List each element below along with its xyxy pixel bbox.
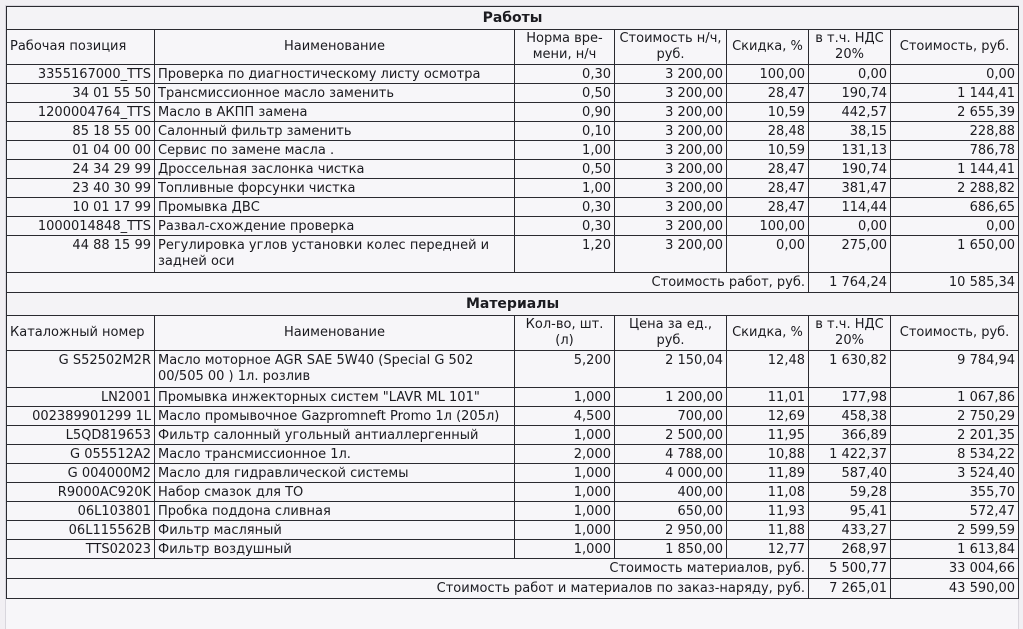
material-row-code: LN2001 bbox=[7, 388, 155, 407]
work-row-name: Проверка по диагностическому листу осмотра bbox=[155, 65, 515, 84]
work-row bbox=[7, 84, 1019, 103]
grand-total-vat: 7 265,01 bbox=[809, 579, 891, 599]
work-row-qty: 1,00 bbox=[515, 179, 615, 198]
work-row-cost: 1 144,41 bbox=[891, 84, 1019, 103]
work-row-code: 1200004764_TTS bbox=[7, 103, 155, 122]
work-row-vat: 275,00 bbox=[809, 236, 891, 273]
material-row bbox=[7, 407, 1019, 426]
work-row-qty: 0,30 bbox=[515, 65, 615, 84]
material-row bbox=[7, 445, 1019, 464]
material-row-cost: 355,70 bbox=[891, 483, 1019, 502]
work-row-cost: 0,00 bbox=[891, 65, 1019, 84]
material-row-price: 4 788,00 bbox=[615, 445, 727, 464]
work-row-name: Развал-схождение проверка bbox=[155, 217, 515, 236]
work-row-vat: 0,00 bbox=[809, 217, 891, 236]
materials-header-cell: в т.ч. НДС 20% bbox=[809, 316, 891, 351]
work-row-cost: 786,78 bbox=[891, 141, 1019, 160]
material-row-price: 2 150,04 bbox=[615, 351, 727, 388]
work-row bbox=[7, 179, 1019, 198]
work-row-vat: 190,74 bbox=[809, 160, 891, 179]
work-row-code: 01 04 00 00 bbox=[7, 141, 155, 160]
material-row-name: Промывка инжекторных систем "LAVR ML 101" bbox=[155, 388, 515, 407]
material-row-name: Масло трансмиссионное 1л. bbox=[155, 445, 515, 464]
material-row-price: 700,00 bbox=[615, 407, 727, 426]
materials-total-row bbox=[7, 559, 1019, 579]
material-row-discount: 12,48 bbox=[727, 351, 809, 388]
work-row-discount: 28,47 bbox=[727, 84, 809, 103]
material-row-discount: 12,69 bbox=[727, 407, 809, 426]
work-row-qty: 0,30 bbox=[515, 217, 615, 236]
material-row-vat: 95,41 bbox=[809, 502, 891, 521]
material-row bbox=[7, 464, 1019, 483]
work-row-code: 85 18 55 00 bbox=[7, 122, 155, 141]
work-row-qty: 0,90 bbox=[515, 103, 615, 122]
works-header-cell: Стоимость н/ч, руб. bbox=[615, 30, 727, 65]
material-row-qty: 1,000 bbox=[515, 464, 615, 483]
totals-section bbox=[7, 559, 1019, 599]
work-row bbox=[7, 217, 1019, 236]
material-row-vat: 59,28 bbox=[809, 483, 891, 502]
order-sheet bbox=[6, 6, 1018, 629]
work-row-discount: 28,47 bbox=[727, 179, 809, 198]
work-row-name: Регулировка углов установки колес передней и задней оси bbox=[155, 236, 515, 273]
material-row-qty: 2,000 bbox=[515, 445, 615, 464]
material-row-vat: 366,89 bbox=[809, 426, 891, 445]
works-header-cell: Стоимость, руб. bbox=[891, 30, 1019, 65]
work-row-code: 10 01 17 99 bbox=[7, 198, 155, 217]
material-row-name: Масло для гидравлической системы bbox=[155, 464, 515, 483]
material-row bbox=[7, 483, 1019, 502]
material-row-vat: 433,27 bbox=[809, 521, 891, 540]
works-total-label: Стоимость работ, руб. bbox=[7, 273, 809, 293]
work-row-code: 1000014848_TTS bbox=[7, 217, 155, 236]
material-row-cost: 9 784,94 bbox=[891, 351, 1019, 388]
works-header-cell: Наименование bbox=[155, 30, 515, 65]
material-row bbox=[7, 502, 1019, 521]
work-row-discount: 10,59 bbox=[727, 103, 809, 122]
work-row-discount: 28,48 bbox=[727, 122, 809, 141]
material-row-discount: 12,77 bbox=[727, 540, 809, 559]
work-row-vat: 442,57 bbox=[809, 103, 891, 122]
work-row-discount: 10,59 bbox=[727, 141, 809, 160]
materials-total-cost: 33 004,66 bbox=[891, 559, 1019, 579]
work-row-name: Сервис по замене масла . bbox=[155, 141, 515, 160]
materials-header-cell: Кол-во, шт. (л) bbox=[515, 316, 615, 351]
grand-total-label: Стоимость работ и материалов по заказ-наряду, руб. bbox=[7, 579, 809, 599]
work-row-discount: 100,00 bbox=[727, 217, 809, 236]
materials-title-row bbox=[7, 293, 1019, 316]
work-row-vat: 114,44 bbox=[809, 198, 891, 217]
material-row-cost: 572,47 bbox=[891, 502, 1019, 521]
material-row bbox=[7, 521, 1019, 540]
material-row-name: Пробка поддона сливная bbox=[155, 502, 515, 521]
materials-header-cell: Стоимость, руб. bbox=[891, 316, 1019, 351]
material-row-price: 1 850,00 bbox=[615, 540, 727, 559]
works-total-vat: 1 764,24 bbox=[809, 273, 891, 293]
material-row-discount: 11,93 bbox=[727, 502, 809, 521]
work-row bbox=[7, 141, 1019, 160]
material-row-price: 400,00 bbox=[615, 483, 727, 502]
material-row-discount: 11,89 bbox=[727, 464, 809, 483]
material-row-price: 2 950,00 bbox=[615, 521, 727, 540]
material-row-qty: 1,000 bbox=[515, 483, 615, 502]
works-title-row bbox=[7, 7, 1019, 30]
material-row-qty: 1,000 bbox=[515, 540, 615, 559]
work-row-price: 3 200,00 bbox=[615, 217, 727, 236]
material-row-qty: 1,000 bbox=[515, 426, 615, 445]
material-row-vat: 268,97 bbox=[809, 540, 891, 559]
work-row-price: 3 200,00 bbox=[615, 122, 727, 141]
materials-header-cell: Скидка, % bbox=[727, 316, 809, 351]
material-row-price: 4 000,00 bbox=[615, 464, 727, 483]
material-row-name: Масло промывочное Gazpromneft Promo 1л (205л) bbox=[155, 407, 515, 426]
work-row-code: 23 40 30 99 bbox=[7, 179, 155, 198]
works-total-section bbox=[7, 273, 1019, 293]
work-row-price: 3 200,00 bbox=[615, 179, 727, 198]
works-header-cell: Рабочая позиция bbox=[7, 30, 155, 65]
work-row bbox=[7, 103, 1019, 122]
material-row-qty: 4,500 bbox=[515, 407, 615, 426]
material-row-cost: 2 201,35 bbox=[891, 426, 1019, 445]
work-row-qty: 0,30 bbox=[515, 198, 615, 217]
material-row-vat: 1 422,37 bbox=[809, 445, 891, 464]
material-row-qty: 5,200 bbox=[515, 351, 615, 388]
grand-total-row bbox=[7, 579, 1019, 599]
work-row-name: Масло в АКПП замена bbox=[155, 103, 515, 122]
material-row-qty: 1,000 bbox=[515, 521, 615, 540]
work-row bbox=[7, 122, 1019, 141]
material-row-vat: 177,98 bbox=[809, 388, 891, 407]
work-row-cost: 228,88 bbox=[891, 122, 1019, 141]
work-row-price: 3 200,00 bbox=[615, 160, 727, 179]
work-row-price: 3 200,00 bbox=[615, 103, 727, 122]
work-row-vat: 190,74 bbox=[809, 84, 891, 103]
works-header-cell: в т.ч. НДС 20% bbox=[809, 30, 891, 65]
material-row bbox=[7, 426, 1019, 445]
work-row-code: 3355167000_TTS bbox=[7, 65, 155, 84]
work-row-qty: 0,50 bbox=[515, 160, 615, 179]
material-row-discount: 11,08 bbox=[727, 483, 809, 502]
work-row-qty: 0,50 bbox=[515, 84, 615, 103]
material-row-vat: 1 630,82 bbox=[809, 351, 891, 388]
work-row bbox=[7, 236, 1019, 273]
material-row-cost: 2 750,29 bbox=[891, 407, 1019, 426]
material-row-name: Набор смазок для ТО bbox=[155, 483, 515, 502]
works-section bbox=[7, 7, 1019, 273]
work-row-code: 44 88 15 99 bbox=[7, 236, 155, 273]
material-row-discount: 11,01 bbox=[727, 388, 809, 407]
material-row-cost: 2 599,59 bbox=[891, 521, 1019, 540]
order-table bbox=[6, 6, 1019, 599]
work-row-code: 34 01 55 50 bbox=[7, 84, 155, 103]
materials-header-row bbox=[7, 316, 1019, 351]
work-row-discount: 28,47 bbox=[727, 198, 809, 217]
work-row bbox=[7, 65, 1019, 84]
work-row-price: 3 200,00 bbox=[615, 65, 727, 84]
material-row-vat: 458,38 bbox=[809, 407, 891, 426]
material-row-name: Фильтр масляный bbox=[155, 521, 515, 540]
work-row-price: 3 200,00 bbox=[615, 84, 727, 103]
work-row-price: 3 200,00 bbox=[615, 141, 727, 160]
material-row-price: 650,00 bbox=[615, 502, 727, 521]
grand-total-cost: 43 590,00 bbox=[891, 579, 1019, 599]
work-row bbox=[7, 160, 1019, 179]
work-row-name: Промывка ДВС bbox=[155, 198, 515, 217]
work-row-cost: 2 655,39 bbox=[891, 103, 1019, 122]
work-row-price: 3 200,00 bbox=[615, 198, 727, 217]
work-row bbox=[7, 198, 1019, 217]
work-row-name: Дроссельная заслонка чистка bbox=[155, 160, 515, 179]
material-row-qty: 1,000 bbox=[515, 388, 615, 407]
material-row-discount: 11,88 bbox=[727, 521, 809, 540]
material-row-price: 2 500,00 bbox=[615, 426, 727, 445]
material-row-code: 002389901299 1L bbox=[7, 407, 155, 426]
material-row bbox=[7, 351, 1019, 388]
work-row-name: Топливные форсунки чистка bbox=[155, 179, 515, 198]
materials-header-cell: Цена за ед., руб. bbox=[615, 316, 727, 351]
material-row-code: G 004000M2 bbox=[7, 464, 155, 483]
material-row bbox=[7, 388, 1019, 407]
material-row bbox=[7, 540, 1019, 559]
material-row-code: R9000AC920K bbox=[7, 483, 155, 502]
work-row-cost: 1 144,41 bbox=[891, 160, 1019, 179]
work-row-vat: 38,15 bbox=[809, 122, 891, 141]
material-row-code: 06L115562B bbox=[7, 521, 155, 540]
materials-header-cell: Наименование bbox=[155, 316, 515, 351]
work-row-qty: 0,10 bbox=[515, 122, 615, 141]
materials-total-label: Стоимость материалов, руб. bbox=[7, 559, 809, 579]
materials-section bbox=[7, 293, 1019, 559]
material-row-code: L5QD819653 bbox=[7, 426, 155, 445]
materials-title: Материалы bbox=[7, 293, 1019, 316]
work-row-cost: 0,00 bbox=[891, 217, 1019, 236]
work-row-discount: 0,00 bbox=[727, 236, 809, 273]
work-row-discount: 28,47 bbox=[727, 160, 809, 179]
material-row-code: 06L103801 bbox=[7, 502, 155, 521]
material-row-cost: 8 534,22 bbox=[891, 445, 1019, 464]
works-title: Работы bbox=[7, 7, 1019, 30]
material-row-discount: 11,95 bbox=[727, 426, 809, 445]
work-row-cost: 686,65 bbox=[891, 198, 1019, 217]
work-row-vat: 131,13 bbox=[809, 141, 891, 160]
material-row-code: TTS02023 bbox=[7, 540, 155, 559]
work-row-name: Трансмиссионное масло заменить bbox=[155, 84, 515, 103]
material-row-qty: 1,000 bbox=[515, 502, 615, 521]
material-row-code: G 055512A2 bbox=[7, 445, 155, 464]
material-row-vat: 587,40 bbox=[809, 464, 891, 483]
material-row-name: Масло моторное AGR SAE 5W40 (Special G 502 00/505 00 ) 1л. розлив bbox=[155, 351, 515, 388]
work-row-name: Салонный фильтр заменить bbox=[155, 122, 515, 141]
material-row-cost: 1 613,84 bbox=[891, 540, 1019, 559]
works-total-cost: 10 585,34 bbox=[891, 273, 1019, 293]
work-row-code: 24 34 29 99 bbox=[7, 160, 155, 179]
material-row-price: 1 200,00 bbox=[615, 388, 727, 407]
materials-total-vat: 5 500,77 bbox=[809, 559, 891, 579]
work-row-vat: 0,00 bbox=[809, 65, 891, 84]
work-row-vat: 381,47 bbox=[809, 179, 891, 198]
material-row-code: G S52502M2R bbox=[7, 351, 155, 388]
work-row-qty: 1,00 bbox=[515, 141, 615, 160]
material-row-name: Фильтр воздушный bbox=[155, 540, 515, 559]
material-row-cost: 3 524,40 bbox=[891, 464, 1019, 483]
works-header-cell: Скидка, % bbox=[727, 30, 809, 65]
work-row-discount: 100,00 bbox=[727, 65, 809, 84]
works-total-row bbox=[7, 273, 1019, 293]
works-header-row bbox=[7, 30, 1019, 65]
material-row-discount: 10,88 bbox=[727, 445, 809, 464]
material-row-name: Фильтр салонный угольный антиаллергенный bbox=[155, 426, 515, 445]
works-header-cell: Норма вре-мени, н/ч bbox=[515, 30, 615, 65]
work-row-cost: 2 288,82 bbox=[891, 179, 1019, 198]
work-row-qty: 1,20 bbox=[515, 236, 615, 273]
materials-header-cell: Каталожный номер bbox=[7, 316, 155, 351]
work-row-cost: 1 650,00 bbox=[891, 236, 1019, 273]
material-row-cost: 1 067,86 bbox=[891, 388, 1019, 407]
work-row-price: 3 200,00 bbox=[615, 236, 727, 273]
